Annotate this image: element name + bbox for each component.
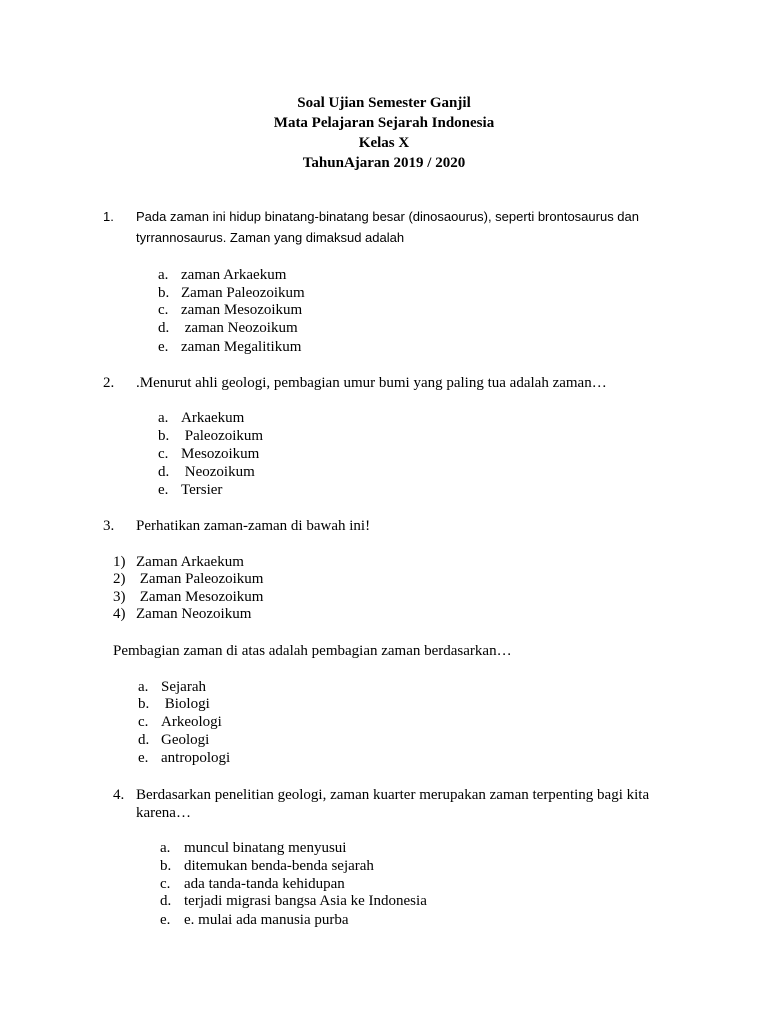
q3-list-2-number: 2) bbox=[113, 571, 126, 587]
q2-option-c-letter: c. bbox=[158, 446, 169, 462]
q3-option-c-text: Arkeologi bbox=[161, 714, 222, 730]
question-2-text: .Menurut ahli geologi, pembagian umur bumi yang paling tua adalah zaman… bbox=[136, 375, 607, 391]
q4-option-d-letter: d. bbox=[160, 893, 172, 909]
question-3-number: 3. bbox=[103, 518, 115, 534]
q3-list-1-number: 1) bbox=[113, 554, 126, 570]
q4-option-e-letter: e. bbox=[160, 912, 171, 928]
q1-option-a-text: zaman Arkaekum bbox=[181, 267, 287, 283]
q1-option-d-text: zaman Neozoikum bbox=[181, 320, 298, 336]
q3-list-3-text: Zaman Mesozoikum bbox=[136, 589, 264, 605]
q3-option-d-text: Geologi bbox=[161, 732, 210, 748]
q3-list-3-number: 3) bbox=[113, 589, 126, 605]
q2-option-e-text: Tersier bbox=[181, 482, 223, 498]
q2-option-b-letter: b. bbox=[158, 428, 170, 444]
q2-option-b-text: Paleozoikum bbox=[181, 428, 264, 444]
q1-option-b-letter: b. bbox=[158, 285, 170, 301]
q1-option-e-letter: e. bbox=[158, 339, 169, 355]
q3-option-b-text: Biologi bbox=[161, 696, 210, 712]
subject-title: Mata Pelajaran Sejarah Indonesia bbox=[273, 115, 495, 131]
document-title: Soal Ujian Semester Ganjil bbox=[297, 95, 471, 111]
q4-option-b-text: ditemukan benda-benda sejarah bbox=[184, 858, 374, 874]
q1-option-c-letter: c. bbox=[158, 302, 169, 318]
q3-list-4-text: Zaman Neozoikum bbox=[136, 606, 252, 622]
q4-option-c-letter: c. bbox=[160, 876, 171, 892]
q3-list-1-text: Zaman Arkaekum bbox=[136, 554, 244, 570]
q2-option-a-text: Arkaekum bbox=[181, 410, 245, 426]
q1-option-a-letter: a. bbox=[158, 267, 169, 283]
q4-option-c-text: ada tanda-tanda kehidupan bbox=[184, 876, 345, 892]
q3-option-c-letter: c. bbox=[138, 714, 149, 730]
q1-option-b-text: Zaman Paleozoikum bbox=[181, 285, 305, 301]
question-4-text-line2: karena… bbox=[136, 805, 191, 821]
question-2-number: 2. bbox=[103, 375, 115, 391]
q3-option-e-letter: e. bbox=[138, 750, 149, 766]
q3-list-2-text: Zaman Paleozoikum bbox=[136, 571, 264, 587]
q2-option-e-letter: e. bbox=[158, 482, 169, 498]
q1-option-d-letter: d. bbox=[158, 320, 170, 336]
academic-year-title: TahunAjaran 2019 / 2020 bbox=[302, 155, 466, 171]
q2-option-d-letter: d. bbox=[158, 464, 170, 480]
q4-option-a-text: muncul binatang menyusui bbox=[184, 840, 347, 856]
question-1-text-line2: tyrrannosaurus. Zaman yang dimaksud adalah bbox=[136, 230, 405, 245]
q3-option-d-letter: d. bbox=[138, 732, 150, 748]
q2-option-d-text: Neozoikum bbox=[181, 464, 255, 480]
q3-option-b-letter: b. bbox=[138, 696, 150, 712]
q1-option-e-text: zaman Megalitikum bbox=[181, 339, 302, 355]
question-3-text: Perhatikan zaman-zaman di bawah ini! bbox=[136, 518, 371, 534]
q3-option-a-letter: a. bbox=[138, 679, 149, 695]
q4-option-d-text: terjadi migrasi bangsa Asia ke Indonesia bbox=[184, 893, 427, 909]
q3-option-a-text: Sejarah bbox=[161, 679, 206, 695]
q4-option-a-letter: a. bbox=[160, 840, 171, 856]
q2-option-a-letter: a. bbox=[158, 410, 169, 426]
q4-option-e-text: e. mulai ada manusia purba bbox=[184, 912, 349, 928]
q1-option-c-text: zaman Mesozoikum bbox=[181, 302, 303, 318]
q3-option-e-text: antropologi bbox=[161, 750, 231, 766]
question-4-text-line1: Berdasarkan penelitian geologi, zaman kuarter merupakan zaman terpenting bagi kita bbox=[136, 787, 650, 803]
question-1-number: 1. bbox=[103, 209, 114, 224]
q2-option-c-text: Mesozoikum bbox=[181, 446, 260, 462]
q3-list-4-number: 4) bbox=[113, 606, 126, 622]
question-1-text-line1: Pada zaman ini hidup binatang-binatang besar (dinosaourus), seperti brontosaurus dan bbox=[136, 209, 639, 224]
question-3-prompt: Pembagian zaman di atas adalah pembagian zaman berdasarkan… bbox=[113, 643, 512, 659]
q4-option-b-letter: b. bbox=[160, 858, 172, 874]
class-title: Kelas X bbox=[358, 135, 410, 151]
question-4-number: 4. bbox=[113, 787, 125, 803]
